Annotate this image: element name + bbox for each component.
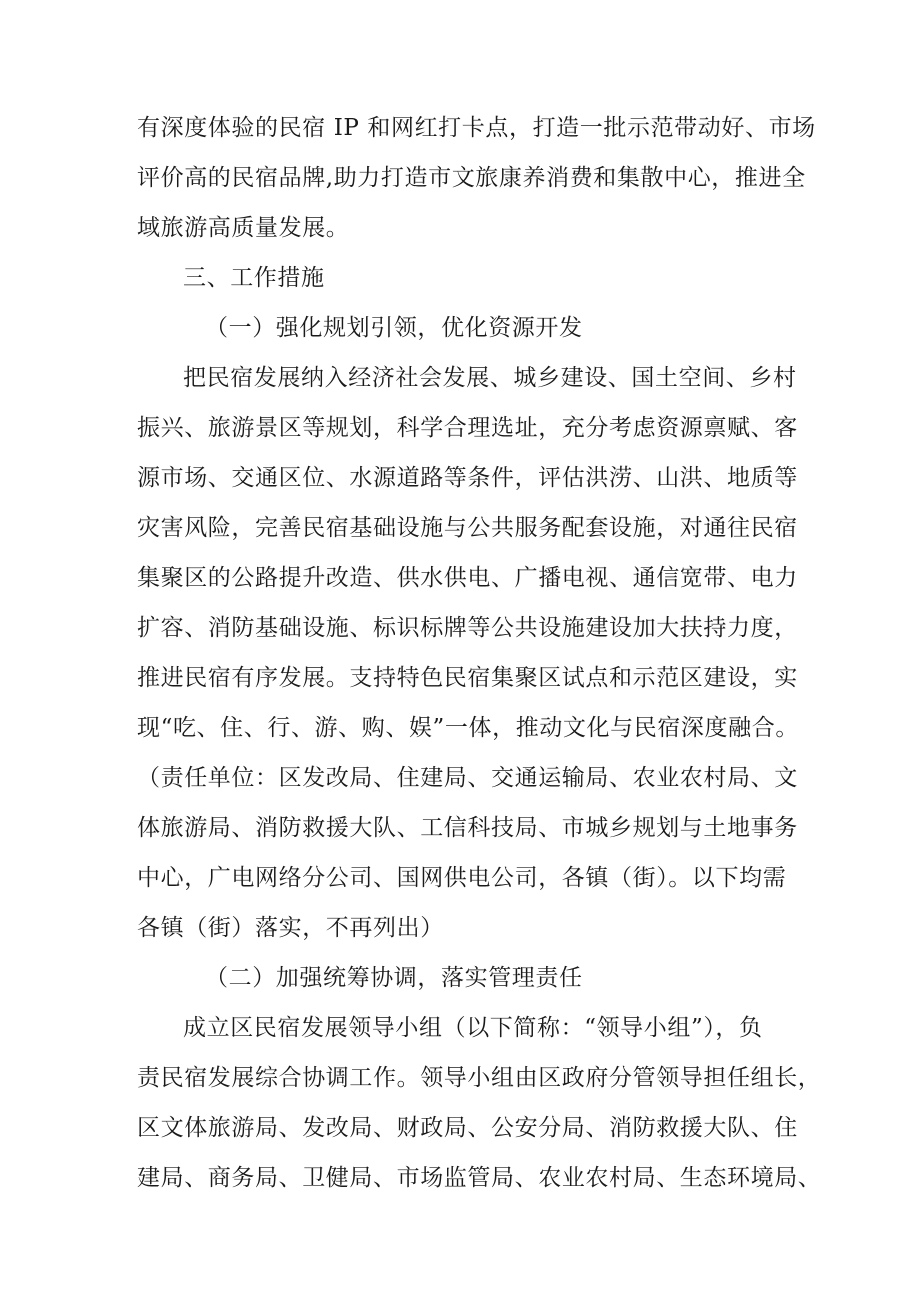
body-text-line: 有深度体验的民宿 IP 和网红打卡点，打造一批示范带动好、市场	[137, 115, 816, 141]
responsibility-note-line: 体旅游局、消防救援大队、工信科技局、市城乡规划与土地事务	[137, 815, 798, 841]
body-text-line: 评价高的民宿品牌,助力打造市文旅康养消费和集散中心，推进全	[137, 165, 806, 191]
section-heading: 三、工作措施	[183, 265, 325, 291]
body-text-line: 源市场、交通区位、水源道路等条件，评估洪涝、山洪、地质等	[137, 465, 798, 491]
responsibility-note-line: 各镇（街）落实，不再列出）	[137, 915, 444, 941]
body-text-line: 把民宿发展纳入经济社会发展、城乡建设、国土空间、乡村	[183, 365, 797, 391]
responsibility-note-line: （责任单位：区发改局、住建局、交通运输局、农业农村局、文	[137, 765, 798, 791]
responsibility-note-line: 中心，广电网络分公司、国网供电公司，各镇（街）。以下均需	[137, 865, 787, 891]
body-text-line: 灾害风险，完善民宿基础设施与公共服务配套设施，对通往民宿	[137, 515, 798, 541]
body-text-line: 区文体旅游局、发改局、财政局、公安分局、消防救援大队、住	[137, 1115, 798, 1141]
body-text-line: 集聚区的公路提升改造、供水供电、广播电视、通信宽带、电力	[137, 565, 798, 591]
subsection-heading: （二）加强统筹协调，落实管理责任	[205, 965, 583, 991]
body-text-line: 扩容、消防基础设施、标识标牌等公共设施建设加大扶持力度，	[137, 615, 798, 641]
body-text-line: 振兴、旅游景区等规划，科学合理选址，充分考虑资源禀赋、客	[137, 415, 798, 441]
body-text-line: 现“吃、住、行、游、购、娱”一体，推动文化与民宿深度融合。	[137, 715, 799, 741]
body-text-line: 推进民宿有序发展。支持特色民宿集聚区试点和示范区建设，实	[137, 665, 798, 691]
body-text-line: 域旅游高质量发展。	[137, 215, 350, 241]
body-text-line: 成立区民宿发展领导小组（以下简称：“领导小组”），负	[183, 1015, 763, 1041]
body-text-line: 建局、商务局、卫健局、市场监管局、农业农村局、生态环境局、	[137, 1165, 822, 1191]
subsection-heading: （一）强化规划引领，优化资源开发	[205, 315, 583, 341]
body-text-line: 责民宿发展综合协调工作。领导小组由区政府分管领导担任组长，	[137, 1065, 822, 1091]
